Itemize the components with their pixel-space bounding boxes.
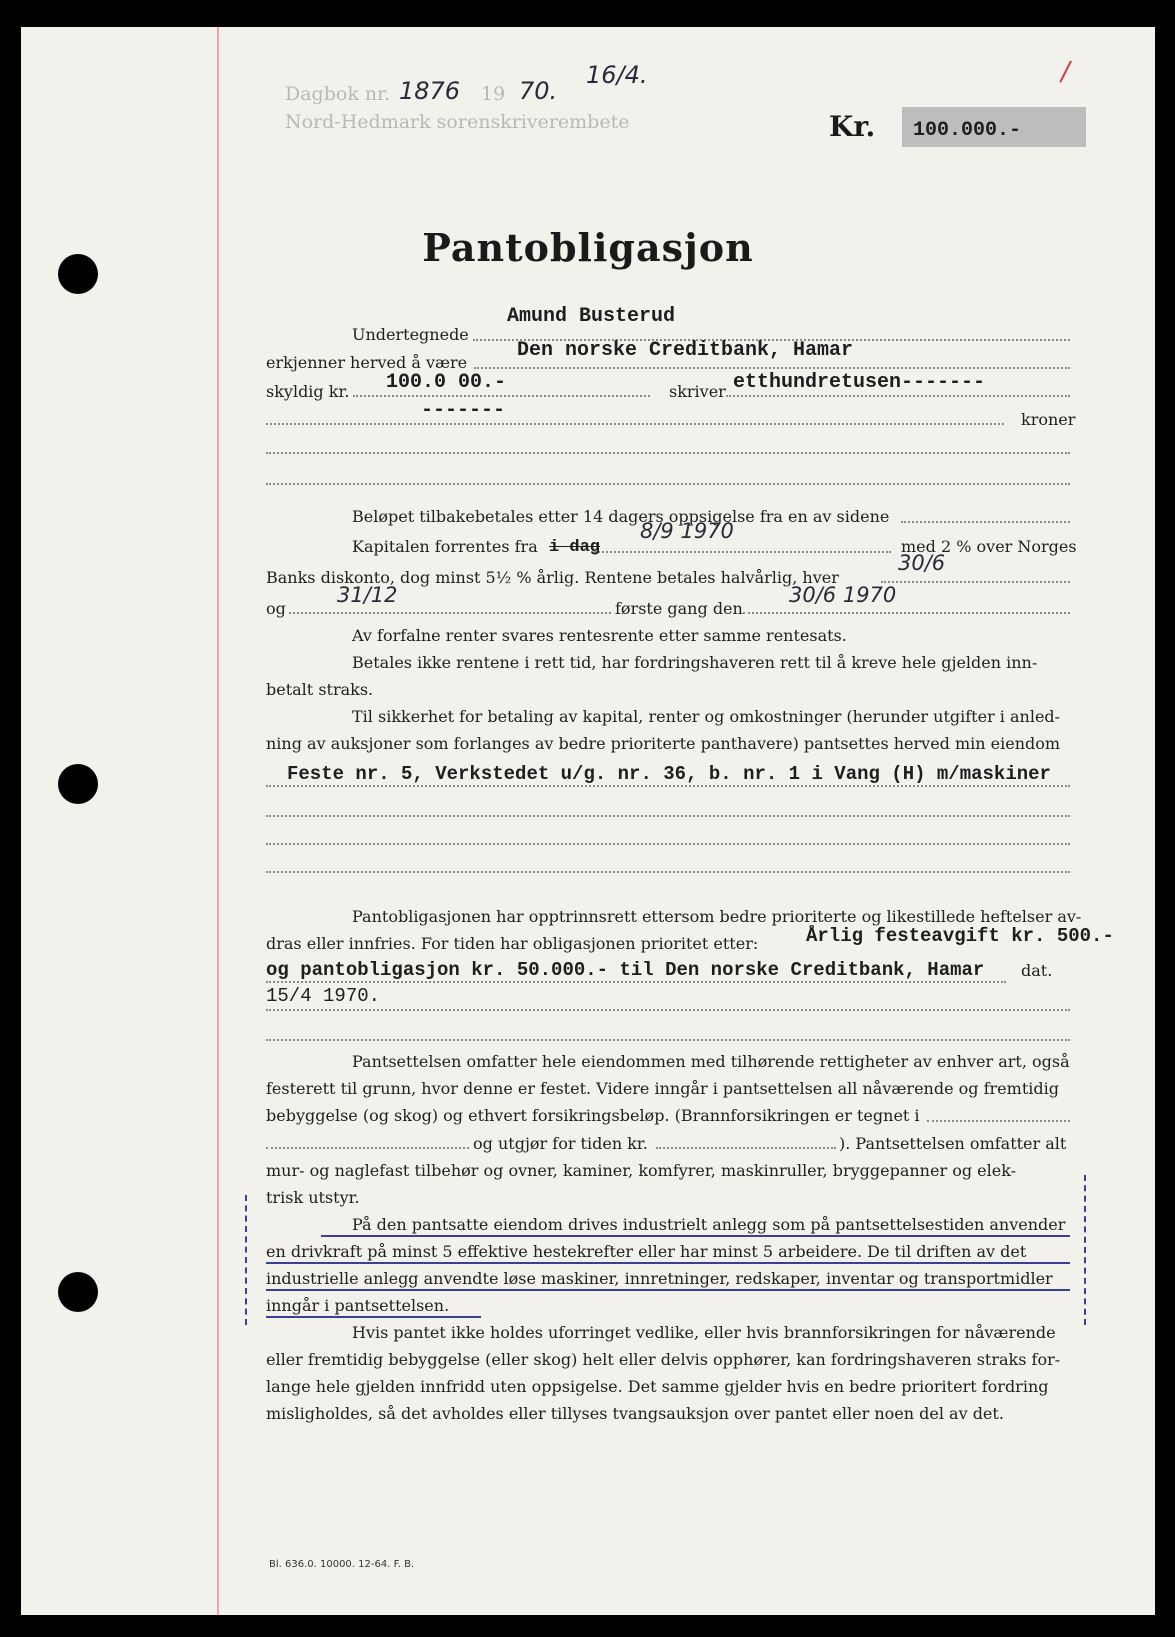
dagbok-date: 16/4. — [586, 61, 648, 89]
label-dat: dat. — [1021, 961, 1053, 980]
red-mark: / — [1061, 57, 1070, 87]
value-pay-date-2: 31/12 — [337, 583, 398, 607]
value-interest-start: 8/9 1970 — [640, 519, 734, 543]
value-skyldig-amount: 100.0 00.- — [386, 371, 507, 394]
blank-line-2 — [266, 483, 1070, 485]
value-creditor: Den norske Creditbank, Hamar — [517, 339, 854, 362]
text-industriell-4: inngår i pantsettelsen. — [266, 1296, 450, 1315]
text-sikkerhet-1: Til sikkerhet for betaling av kapital, renter og omkostninger (herunder utgifter i anled- — [352, 707, 1061, 726]
document-title: Pantobligasjon — [422, 225, 754, 270]
line-skriver — [726, 395, 1070, 397]
punch-hole-middle — [58, 764, 98, 804]
line-property-4 — [266, 871, 1070, 873]
text-betales-ikke-2: betalt straks. — [266, 680, 374, 699]
line-priority-3 — [266, 1009, 1070, 1011]
line-belopet — [901, 521, 1070, 523]
label-skriver: skriver — [669, 382, 726, 401]
text-tilbehor: mur- og naglefast tilbehør og ovner, kaminer, komfyrer, maskinruller, bryggepanner og elek- — [266, 1161, 1017, 1180]
text-hvis-4: misligholdes, så det avholdes eller tillyses tvangsauksjon over pantet eller noen del av det. — [266, 1404, 1004, 1423]
kr-label: Kr. — [829, 110, 876, 143]
value-first-payment: 30/6 1970 — [789, 583, 897, 607]
text-pantsettelsen-2: festerett til grunn, hvor denne er festet. Videre inngår i pantsettelsen all nåværende og fremtidig — [266, 1079, 1059, 1098]
value-priority-2: og pantobligasjon kr. 50.000.- til Den norske Creditbank, Hamar — [266, 959, 985, 981]
text-omfatter-alt: ). Pantsettelsen omfatter alt — [839, 1134, 1067, 1153]
value-priority-1: Årlig festeavgift kr. 500.- — [806, 925, 1114, 947]
line-property-3 — [266, 843, 1070, 845]
blue-bracket-left — [245, 1195, 247, 1325]
line-erkjenner — [474, 367, 1070, 369]
value-undertegnede: Amund Busterud — [507, 305, 676, 328]
line-priority-2 — [266, 981, 1006, 983]
text-pantsettelsen-1: Pantsettelsen omfatter hele eiendommen med tilhørende rettigheter av enhver art, også — [352, 1052, 1070, 1071]
blue-underline-1 — [321, 1235, 1070, 1237]
court-office-stamp: Nord-Hedmark sorenskriverembete — [285, 111, 630, 133]
line-hver — [881, 581, 1070, 583]
line-forste-gang — [743, 612, 1070, 614]
value-amount-words: etthundretusen------- — [733, 371, 986, 394]
text-utgjor: og utgjør for tiden kr. — [473, 1134, 648, 1153]
dagbok-number: 1876 — [399, 77, 461, 105]
text-hvis-3: lange hele gjelden innfridd uten oppsigelse. Det samme gjelder hvis en bedre prioritert fordring — [266, 1377, 1049, 1396]
dagbok-year-prefix: 19 — [481, 83, 506, 105]
value-pay-date-1: 30/6 — [898, 551, 946, 575]
line-property-2 — [266, 815, 1070, 817]
line-brannforsikring — [927, 1120, 1070, 1122]
text-med-over: med 2 % over Norges — [901, 537, 1077, 556]
text-industriell-1: På den pantsatte eiendom drives industrielt anlegg som på pantsettelsestiden anvender — [352, 1215, 1066, 1234]
line-kapitalen — [591, 551, 891, 553]
line-utgjor-2 — [656, 1147, 836, 1149]
document-page — [21, 27, 1155, 1615]
text-forfalne: Av forfalne renter svares rentesrente etter samme rentesats. — [352, 626, 847, 645]
text-hvis-1: Hvis pantet ikke holdes uforringet vedlike, eller hvis brannforsikringen for nåværende — [352, 1323, 1056, 1342]
text-opptrinnsrett-2: dras eller innfries. For tiden har obligasjonen prioritet etter: — [266, 934, 759, 953]
text-sikkerhet-2: ning av auksjoner som forlanges av bedre prioriterte panthavere) pantsettes herved min eiendom — [266, 734, 1061, 753]
label-skyldig: skyldig kr. — [266, 382, 350, 401]
text-kapitalen: Kapitalen forrentes fra — [352, 537, 538, 556]
text-utstyr: trisk utstyr. — [266, 1188, 360, 1207]
line-og — [289, 612, 611, 614]
label-forste-gang: første gang den — [615, 599, 743, 618]
line-skyldig-amount — [353, 395, 650, 397]
line-utgjor-1 — [266, 1147, 469, 1149]
text-industriell-2: en drivkraft på minst 5 effektive hestekrefter eller har minst 5 arbeidere. De til driften av det — [266, 1242, 1027, 1261]
blue-underline-2 — [266, 1262, 1070, 1264]
value-property: Feste nr. 5, Verkstedet u/g. nr. 36, b. nr. 1 i Vang (H) m/maskiner — [287, 763, 1051, 785]
punch-hole-bottom — [58, 1272, 98, 1312]
blue-bracket-right — [1084, 1175, 1086, 1325]
text-belopet: Beløpet tilbakebetales etter 14 dagers oppsigelse fra en av sidene — [352, 507, 890, 526]
blank-line-1 — [266, 452, 1070, 454]
text-banks-diskonto: Banks diskonto, dog minst 5½ % årlig. Rentene betales halvårlig, hver — [266, 568, 839, 587]
text-betales-ikke-1: Betales ikke rentene i rett tid, har fordringshaveren rett til å kreve hele gjelden inn- — [352, 653, 1038, 672]
form-code: Bl. 636.0. 10000. 12-64. F. B. — [269, 1559, 415, 1570]
line-kroner — [266, 423, 1004, 425]
dagbok-label: Dagbok nr. — [285, 83, 391, 105]
line-property-1 — [266, 785, 1070, 787]
blue-underline-4 — [266, 1316, 481, 1318]
text-opptrinnsrett-1: Pantobligasjonen har opptrinnsrett ettersom bedre prioriterte og likestillede heftelser av- — [352, 907, 1082, 926]
value-priority-date: 15/4 1970. — [266, 985, 381, 1007]
label-undertegnede: Undertegnede — [352, 325, 469, 344]
label-erkjenner: erkjenner herved å være — [266, 353, 468, 372]
dagbok-year-suffix: 70. — [519, 77, 558, 105]
blue-underline-3 — [266, 1289, 1070, 1291]
label-og: og — [266, 599, 286, 618]
label-kroner: kroner — [1021, 410, 1076, 429]
text-idag-struck: i dag — [549, 538, 601, 557]
text-hvis-2: eller fremtidig bebyggelse (eller skog) helt eller delvis opphører, kan fordringshaveren straks for- — [266, 1350, 1061, 1369]
amount-value: 100.000.- — [913, 119, 1022, 142]
text-pantsettelsen-3: bebyggelse (og skog) og ethvert forsikringsbeløp. (Brannforsikringen er tegnet i — [266, 1106, 920, 1125]
value-amount-words-cont: ------- — [421, 399, 506, 422]
text-industriell-3: industrielle anlegg anvendte løse maskiner, innretninger, redskaper, inventar og transportmidler — [266, 1269, 1053, 1288]
line-priority-4 — [266, 1039, 1070, 1041]
